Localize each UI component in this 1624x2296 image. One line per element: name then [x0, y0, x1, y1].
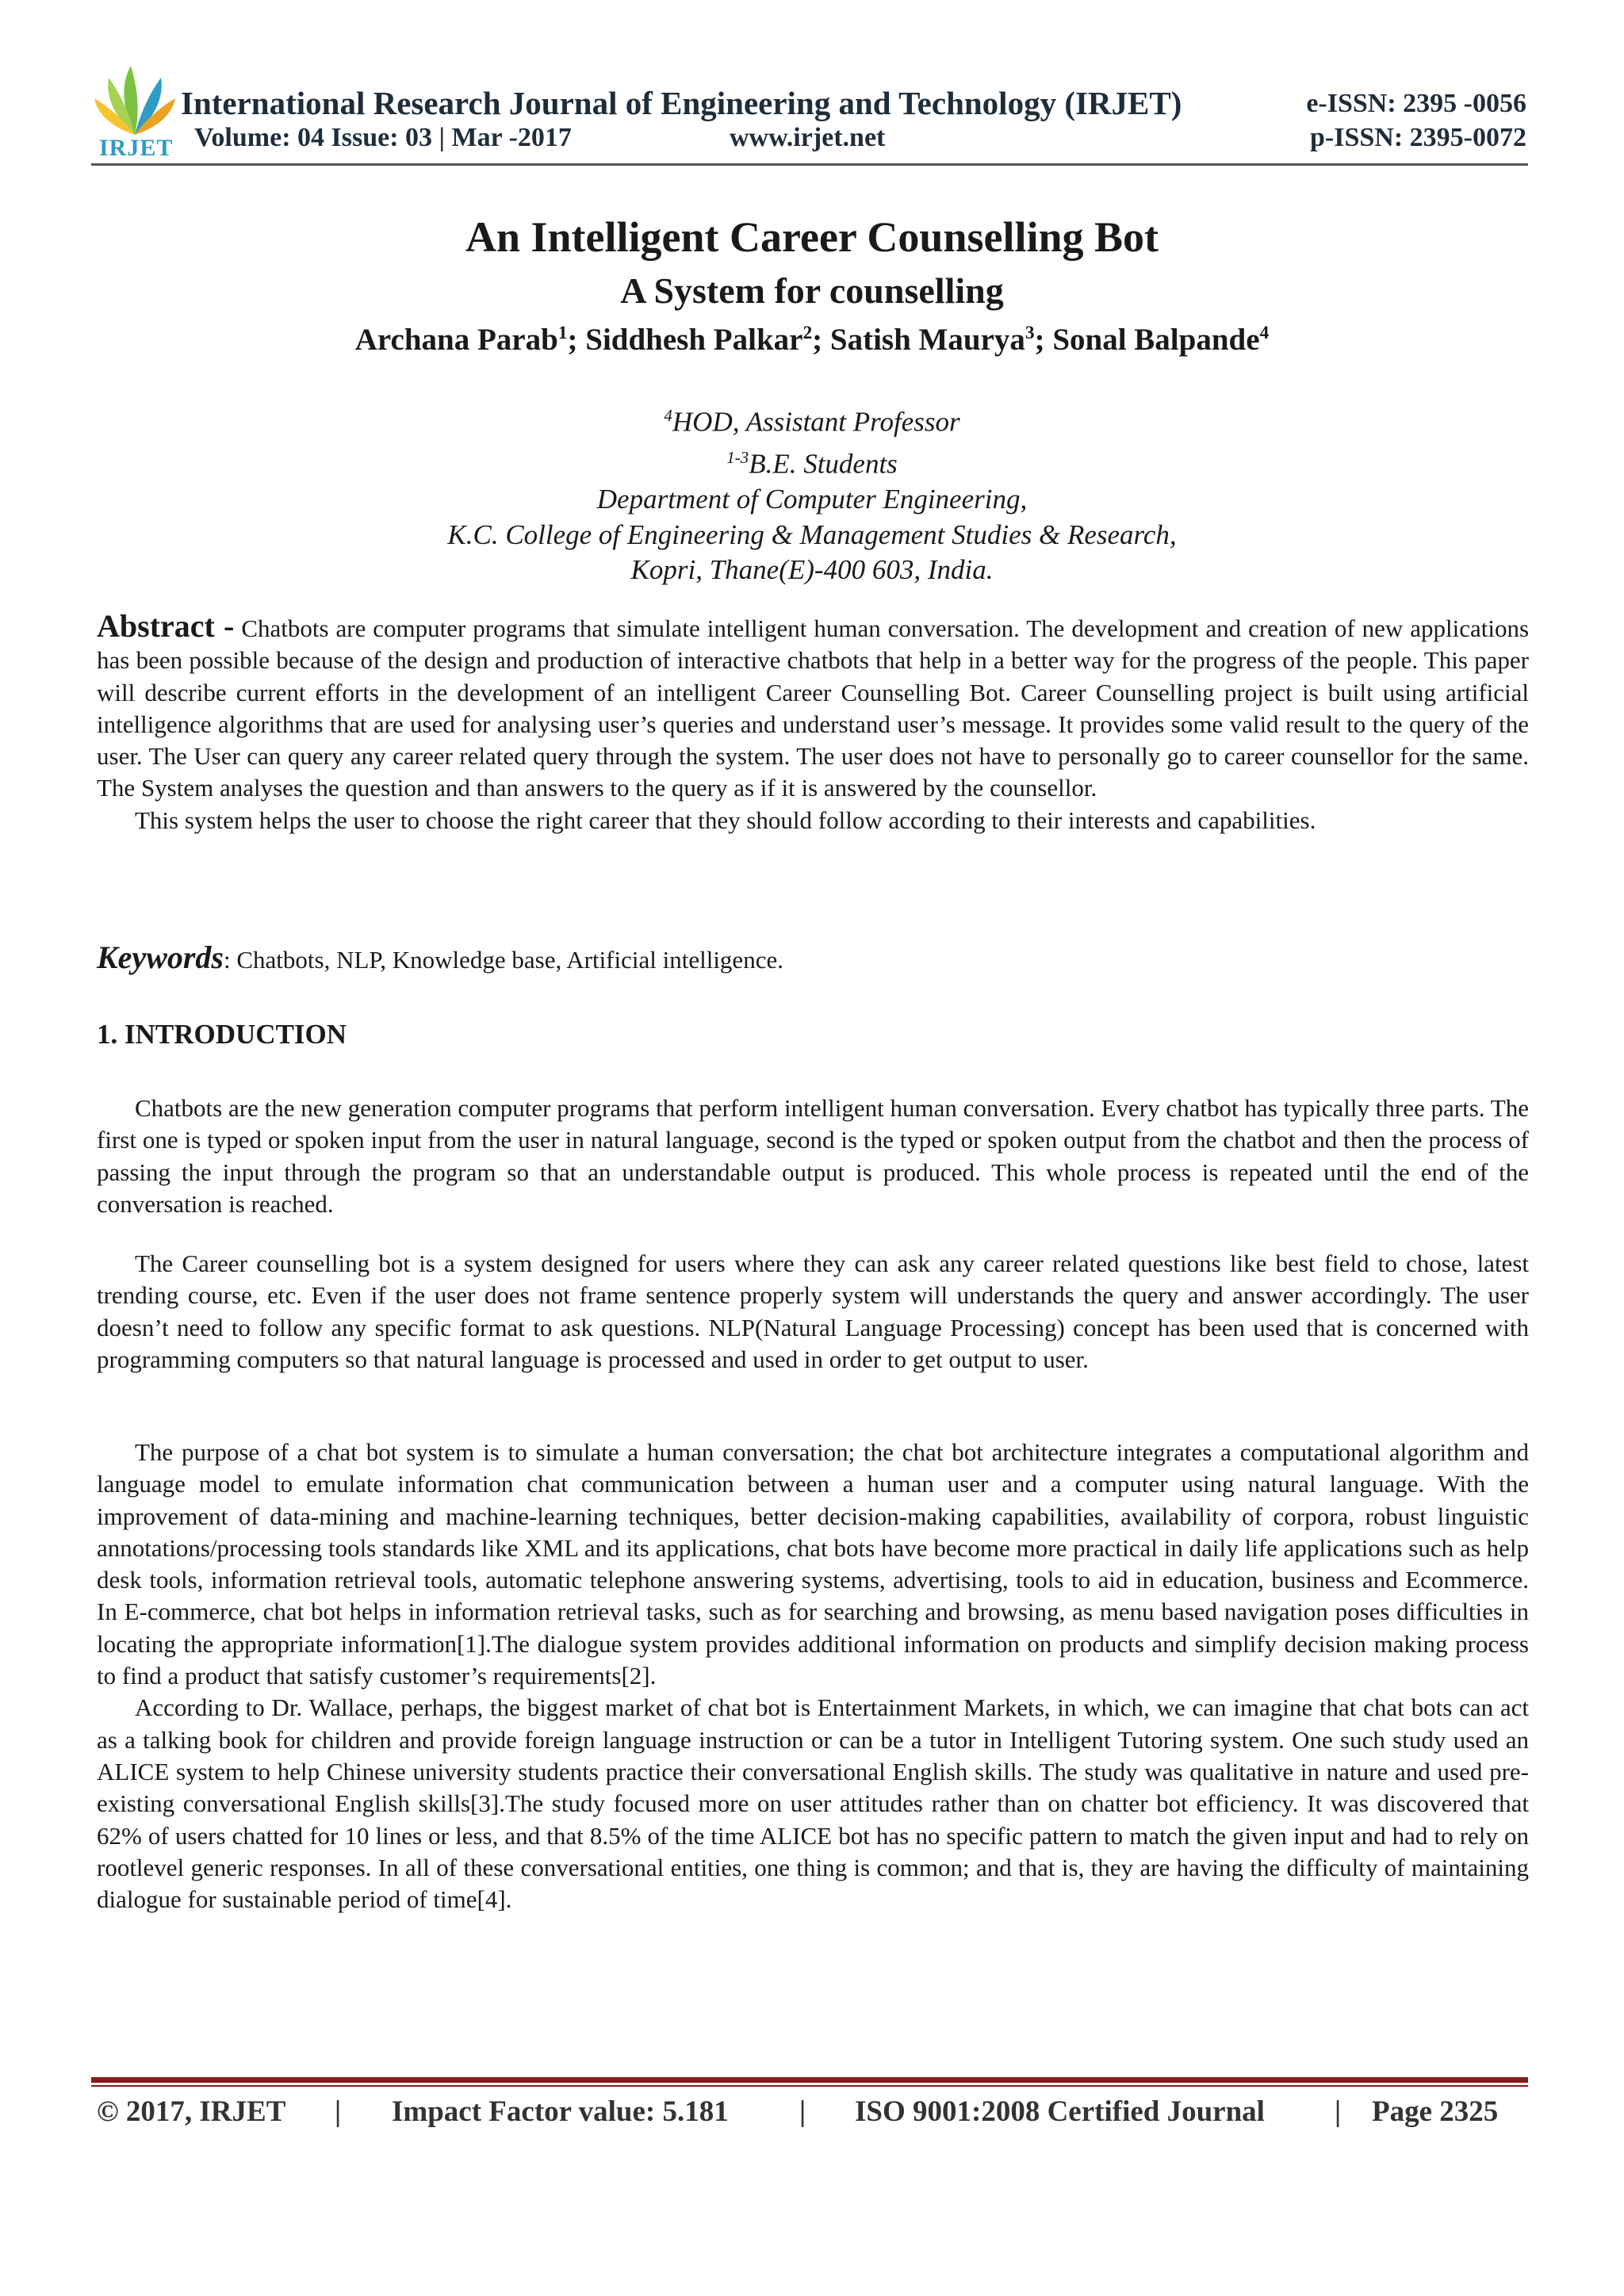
- paper-subtitle: A System for counselling: [620, 270, 1004, 311]
- footer-iso: ISO 9001:2008 Certified Journal: [855, 2095, 1265, 2128]
- author-mark: 2: [802, 323, 813, 343]
- affiliation-mark: 4: [664, 406, 672, 425]
- volume-issue: Volume: 04 Issue: 03 | Mar -2017: [194, 123, 572, 152]
- author-name: Sonal Balpande: [1052, 323, 1260, 357]
- footer-divider-thin: [91, 2085, 1528, 2087]
- footer-copyright: © 2017, IRJET: [97, 2095, 286, 2128]
- journal-header: [91, 62, 1526, 163]
- body-paragraph: [97, 1437, 1529, 1915]
- author-list: [0, 322, 1624, 358]
- logo-text: IRJET: [99, 135, 174, 161]
- affiliation-line: [0, 398, 1624, 440]
- abstract-label: Abstract -: [97, 608, 235, 644]
- paper-title: An Intelligent Career Counselling Bot: [465, 213, 1159, 261]
- journal-website: www.irjet.net: [730, 123, 886, 152]
- leaf-logo-icon: [91, 62, 178, 137]
- irjet-logo: [91, 62, 178, 161]
- author-separator: ;: [567, 323, 586, 357]
- author-separator: ;: [812, 323, 830, 357]
- author-name: Siddhesh Palkar: [585, 323, 803, 357]
- keywords-text: : Chatbots, NLP, Knowledge base, Artificial intelligence.: [224, 946, 783, 974]
- footer-divider: [91, 2077, 1528, 2083]
- affiliation-block: [0, 398, 1624, 588]
- body-paragraph: [97, 1248, 1529, 1376]
- intro-paragraph-1: Chatbots are the new generation computer programs that perform intelligent human conversation. Every chatbot has typically three parts. The first one is typed or spoken input from the user in natural language, second is the typed or spoken output from the chatbot and then the process of passing the input through the program so that an understandable output is produced. This whole process is repeated until the end of the conversation is reached.: [97, 1094, 1529, 1218]
- keywords-paragraph: [97, 939, 1529, 976]
- intro-paragraph-3: The purpose of a chat bot system is to simulate a human conversation; the chat bot architecture integrates a computational algorithm and language model to emulate information chat communication between a human user and a computer using natural language. With the improvement of data-mining and machine-learning techniques, better decision-making capabilities, availability of corpora, robust linguistic annotations/processing tools standards like XML and its applications, chat bots have become more practical in daily life applications such as help desk tools, information retrieval tools, automatic telephone answering systems, advertising, tools to aid in education, business and Ecommerce. In E-commerce, chat bot helps in information retrieval tasks, such as for searching and browsing, as menu based navigation poses difficulties in locating the appropriate information[1].The dialogue system provides additional information on products and simplify decision making process to find a product that satisfy customer’s requirements[2].: [97, 1438, 1529, 1690]
- journal-name: International Research Journal of Engineering and Technology (IRJET): [181, 85, 1182, 121]
- author-name: Archana Parab: [354, 323, 558, 357]
- e-issn: e-ISSN: 2395 -0056: [1306, 89, 1526, 118]
- affiliation-text: HOD, Assistant Professor: [672, 406, 960, 438]
- keywords-label: Keywords: [97, 939, 224, 975]
- author-name: Satish Maurya: [829, 323, 1025, 357]
- body-paragraph: [97, 1093, 1529, 1220]
- abstract-section: [97, 610, 1529, 836]
- author-mark: 3: [1025, 323, 1035, 343]
- header-divider: [91, 163, 1528, 166]
- keywords-section: [97, 939, 1529, 976]
- affiliation-line: K.C. College of Engineering & Management Studies & Research,: [447, 519, 1177, 550]
- affiliation-mark: 1-3: [726, 448, 749, 468]
- abstract-paragraph: [97, 610, 1529, 805]
- affiliation-text: B.E. Students: [749, 448, 898, 480]
- author-mark: 4: [1259, 323, 1270, 343]
- affiliation-line: Department of Computer Engineering,: [596, 484, 1028, 515]
- abstract-paragraph: This system helps the user to choose the right career that they should follow according to their interests and capabilities.: [135, 806, 1316, 834]
- intro-paragraph-4: According to Dr. Wallace, perhaps, the biggest market of chat bot is Entertainment Markets, in which, we can imagine that chat bots can act as a talking book for children and provide foreign language instruction or can be a tutor in Intelligent Tutoring system. One such study used an ALICE system to help Chinese university students practice their conversational English skills. The study was qualitative in nature and used pre-existing conversational English skills[3].The study focused more on user attitudes rather than on chatter bot efficiency. It was discovered that 62% of users chatted for 10 lines or less, and that 8.5% of the time ALICE bot has no specific pattern to match the given input and had to rely on rootlevel generic responses. In all of these conversational entities, one thing is common; and that is, they are having the difficulty of maintaining dialogue for sustainable period of time[4].: [97, 1693, 1529, 1914]
- author-separator: ;: [1034, 323, 1053, 357]
- footer-separator: |: [799, 2095, 806, 2128]
- footer-page-number: Page 2325: [1372, 2095, 1499, 2128]
- affiliation-line: [0, 440, 1624, 482]
- footer-separator: |: [1335, 2095, 1342, 2128]
- affiliation-line: Kopri, Thane(E)-400 603, India.: [630, 554, 994, 586]
- section-heading: 1. INTRODUCTION: [97, 1019, 347, 1050]
- footer-separator: |: [335, 2095, 342, 2128]
- intro-paragraph-2: The Career counselling bot is a system designed for users where they can ask any career related questions like best field to chose, latest trending course, etc. Even if the user does not frame sentence properly system will understands the query and answer accordingly. The user doesn’t need to follow any specific format to ask questions. NLP(Natural Language Processing) concept has been used that is concerned with programming computers so that natural language is processed and used in order to get output to user.: [97, 1249, 1529, 1373]
- abstract-text: Chatbots are computer programs that simulate intelligent human conversation. The development and creation of new applications has been possible because of the design and production of interactive chatbots that help in a better way for the progress of the people. This paper will describe current efforts in the development of an intelligent Career Counselling Bot. Career Counselling project is built using artificial intelligence algorithms that are used for analysing user’s queries and understand user’s message. It provides some valid result to the query of the user. The User can query any career related query through the system. The user does not have to personally go to career counsellor for the same. The System analyses the question and than answers to the query as if it is answered by the counsellor.: [97, 614, 1530, 802]
- author-mark: 1: [557, 323, 568, 343]
- p-issn: p-ISSN: 2395-0072: [1310, 123, 1526, 152]
- footer-impact-factor: Impact Factor value: 5.181: [392, 2095, 729, 2128]
